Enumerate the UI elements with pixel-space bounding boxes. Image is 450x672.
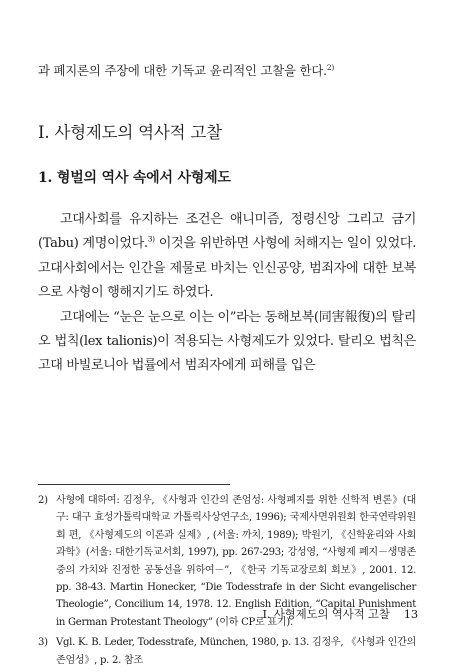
paragraph-1-text-b: 이것을 위반하면 사형에 처해지는 일이 있었다. 고대사회에서는 인간을 제물로 바치는 인신공양, 범죄자에 대한 보복으로 사형이 행해지기도 하였다. xyxy=(38,236,417,301)
paragraph-1-text-a: 고대사회를 유지하는 조건은 애니미즘, 정령신앙 그리고 금기(Tabu) 계명이었다. xyxy=(38,212,416,252)
footnotes xyxy=(38,492,416,672)
footnote-3 xyxy=(38,634,416,669)
footnote-number: 2) xyxy=(38,495,48,506)
paragraph-2-text: 고대에는 “눈은 눈으로 이는 이”라는 동해보복(同害報復)의 탈리오 법칙(lex talionis)이 적용되는 사형제도가 있었다. 탈리오 법칙은 고대 바빌로니아 법률에서 범죄자에게 피해를 입은 xyxy=(38,309,416,374)
footnote-number: 3) xyxy=(38,637,48,649)
page-footer xyxy=(263,606,419,622)
paragraph-1 xyxy=(38,208,416,306)
footnote-text: 사형에 대하여: 김정우, 《사형과 인간의 존엄성: 사형폐지를 위한 신학적 변론》(대구: 대구 효성가톨릭대학교 가톨릭사상연구소, 1996); 국제사면위원회 한국연락위원회 편, 《사형제도의 이론과 실제》, (서울: 까치, 1989); 박원기, 《신학윤리와 사회과학》(서울: 대한기독교서회, 1997), pp. 267-293; 강성영, “사형제 폐지－생명존중의 가치와 진정한 공동선을 위하여－”, 《한국 기독교장로회 회보》, 2001. 12. pp. 38-43. Martin Honecker, “Die Todesstrafe in der Sicht evangelischer Theologie”, Concilium 14, 1978. 12. English Edition, “Capital Punishment in German Protestant Theology” (이하 CP로 표기). xyxy=(56,495,416,628)
body-text xyxy=(38,208,416,379)
section-heading: 1. 형벌의 역사 속에서 사형제도 xyxy=(38,170,231,186)
running-title: I. 사형제도의 역사적 고찰 xyxy=(262,607,390,621)
footnote-ref-2: 2) xyxy=(326,62,335,72)
footnote-divider xyxy=(38,484,230,485)
page-number: 13 xyxy=(403,607,418,621)
paragraph-2 xyxy=(38,306,416,379)
footnote-text: Vgl. K. B. Leder, Todesstrafe, München, 1980, p. 13. 김정우, 《사형과 인간의 존엄성》, p. 2. 참조 xyxy=(56,637,416,666)
intro-text: 과 폐지론의 주장에 대한 기독교 윤리적인 고찰을 한다. xyxy=(38,63,327,78)
intro-line xyxy=(38,62,416,80)
chapter-heading: I. 사형제도의 역사적 고찰 xyxy=(38,123,222,142)
footnote-ref-3: 3) xyxy=(147,235,155,245)
